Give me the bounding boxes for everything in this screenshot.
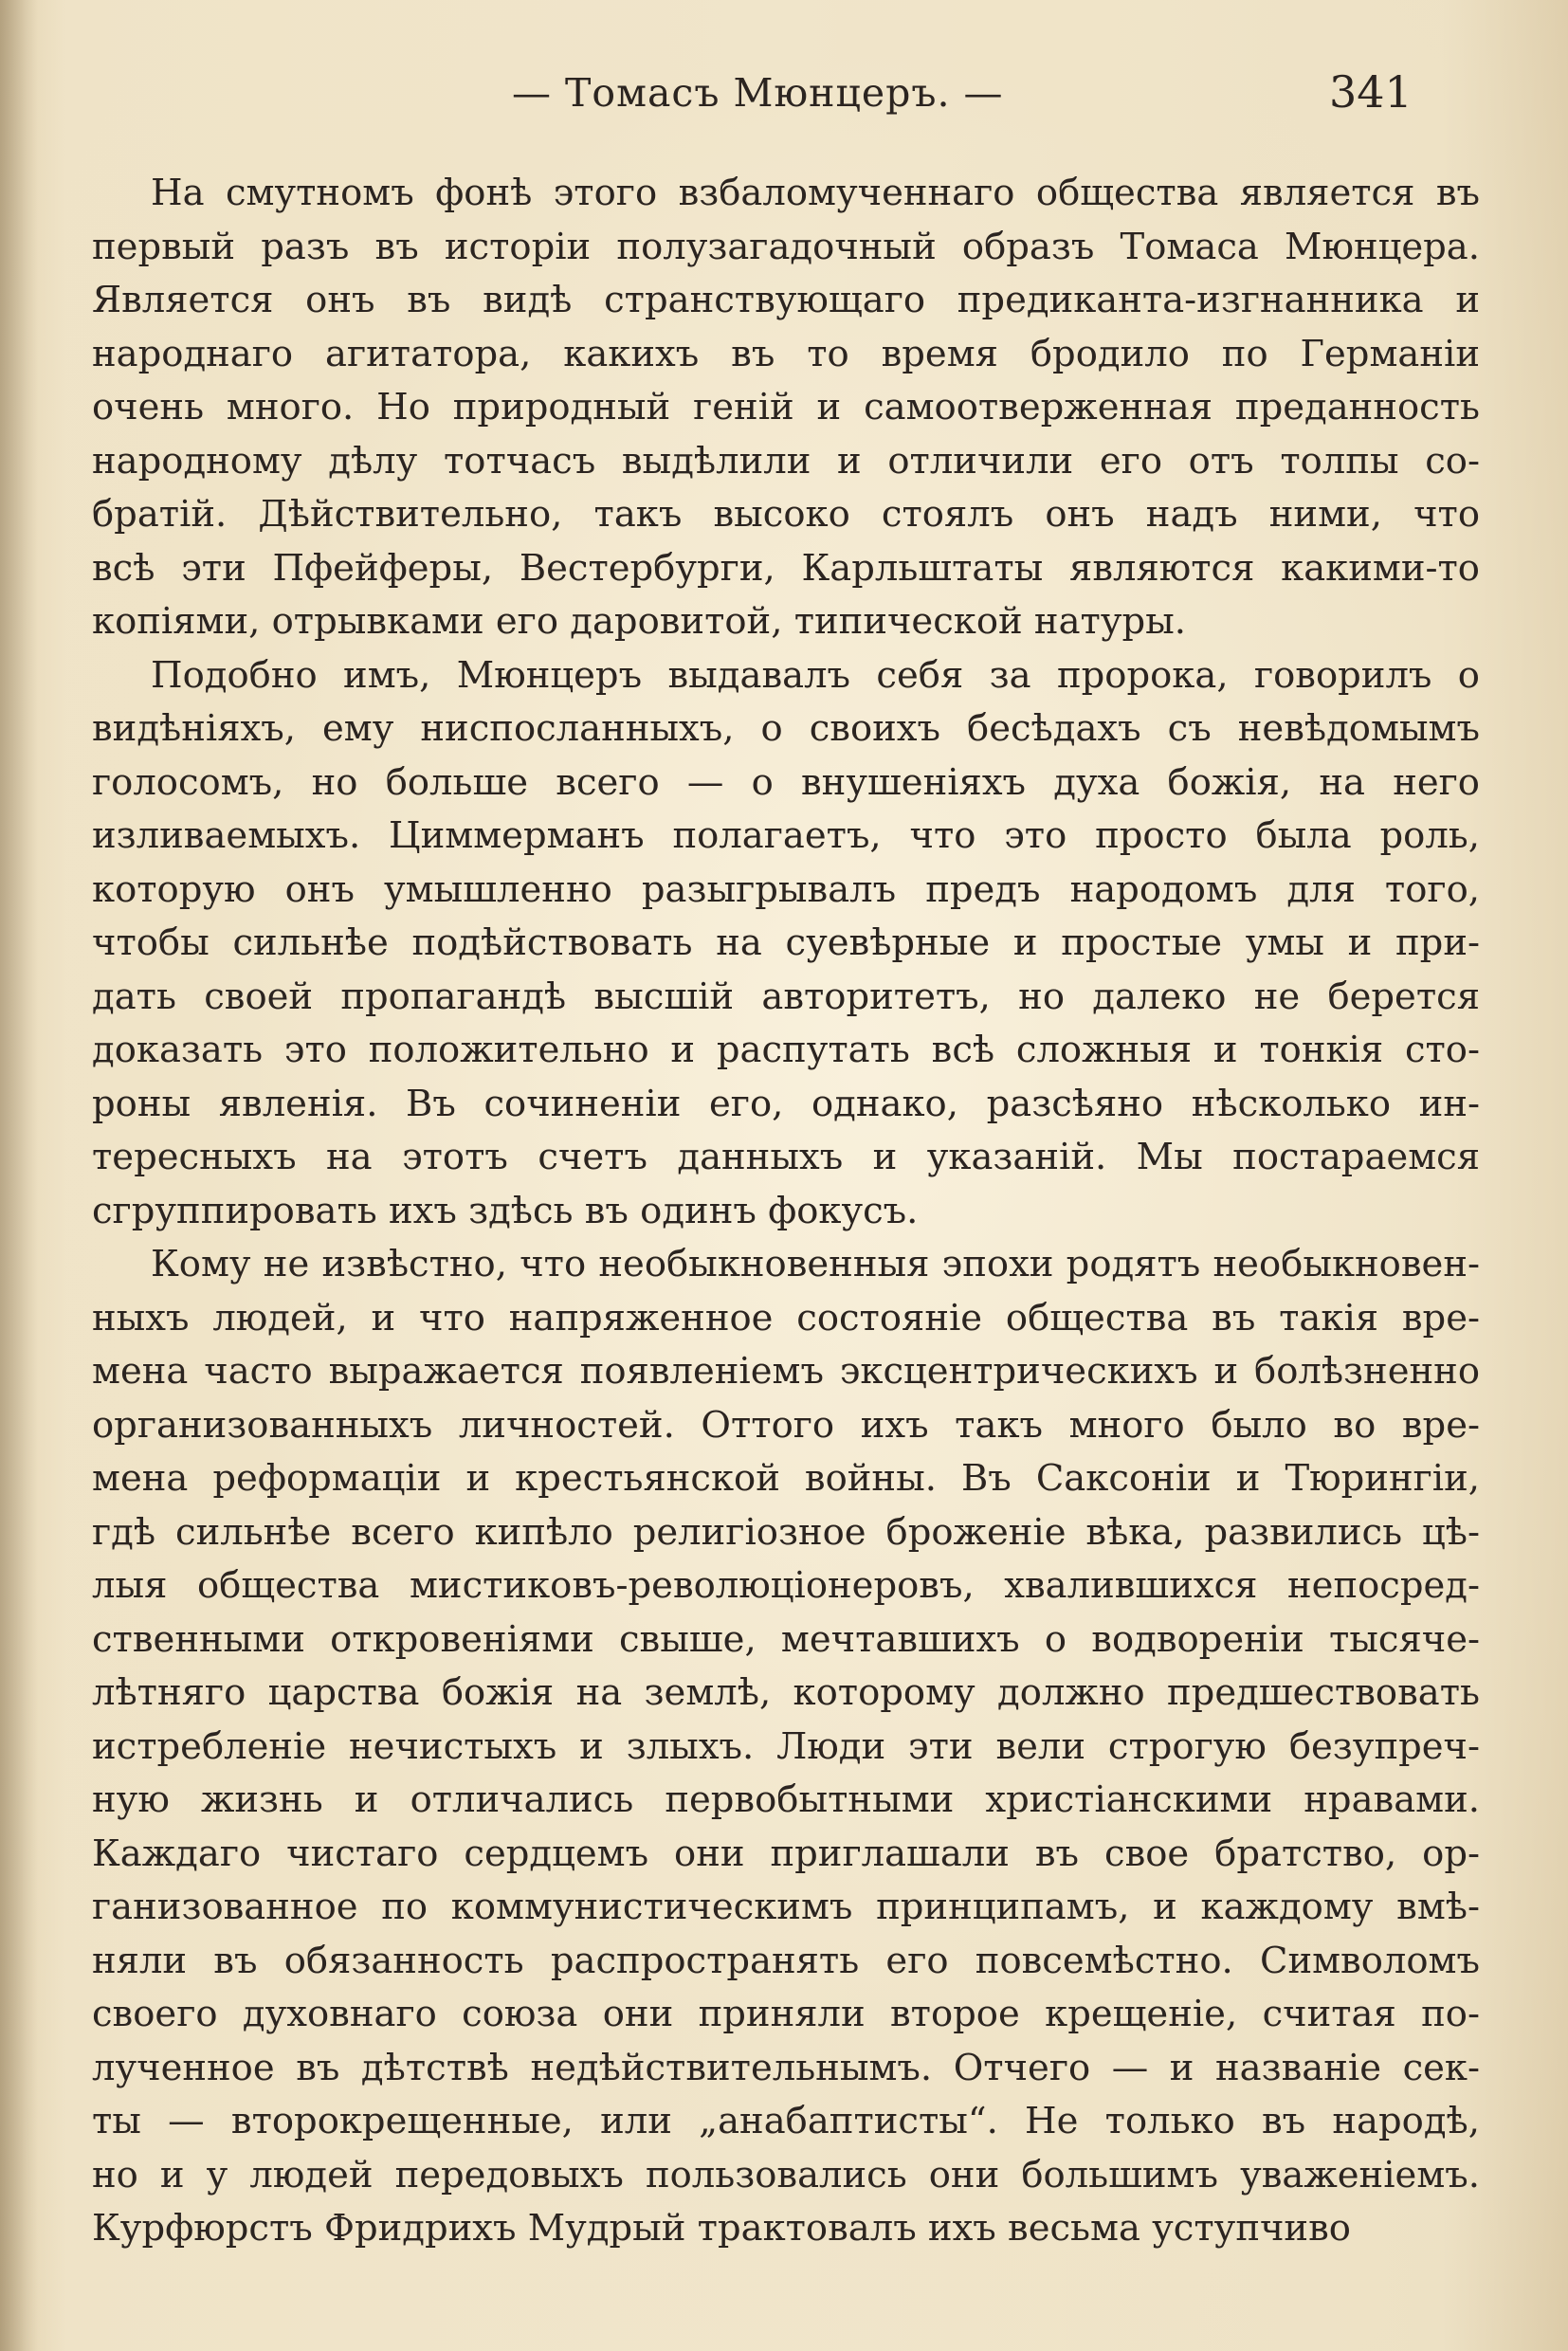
page-header (0, 63, 1568, 129)
text-line: мена часто выражается появленіемъ эксцентрическихъ и болѣзненно (92, 1350, 1480, 1393)
text-line: народнаго агитатора, какихъ въ то время бродило по Германіи (92, 332, 1480, 375)
text-line: братій. Дѣйствительно, такъ высоко стоялъ онъ надъ ними, что (92, 493, 1480, 536)
text-line: роны явленія. Въ сочиненіи его, однако, разсѣяно нѣсколько ин- (92, 1082, 1480, 1125)
text-line: видѣніяхъ, ему ниспосланныхъ, о своихъ бесѣдахъ съ невѣдомымъ (92, 707, 1480, 750)
text-line: Является онъ въ видѣ странствующаго предиканта-изгнанника и (92, 279, 1480, 321)
text-line: Кому не извѣстно, что необыкновенныя эпохи родятъ необыкновен- (151, 1243, 1480, 1285)
text-line: няли въ обязанность распространять его повсемѣстно. Символомъ (92, 1939, 1480, 1982)
text-line: тересныхъ на этотъ счетъ данныхъ и указаній. Мы постараемся (92, 1136, 1480, 1178)
running-title: — Томасъ Мюнцеръ. — (512, 70, 1004, 116)
text-line: Курфюрстъ Фридрихъ Мудрый трактовалъ ихъ весьма уступчиво (92, 2207, 1351, 2250)
text-body (92, 167, 1480, 2256)
text-line: лученное въ дѣтствѣ недѣйствительнымъ. Отчего — и названіе сек- (92, 2046, 1480, 2089)
text-line: народному дѣлу тотчасъ выдѣлили и отличили его отъ толпы со- (92, 439, 1480, 483)
text-line: ганизованное по коммунистическимъ принципамъ, и каждому вмѣ- (92, 1886, 1480, 1928)
page-number: 341 (1329, 66, 1413, 118)
text-line: чтобы сильнѣе подѣйствовать на суевѣрные и простые умы и при- (92, 921, 1480, 964)
text-line: истребленіе нечистыхъ и злыхъ. Люди эти вели строгую безупреч- (92, 1724, 1480, 1768)
text-line: очень много. Но природный геній и самоотверженная преданность (92, 386, 1480, 428)
text-line: мена реформаціи и крестьянской войны. Въ Саксоніи и Тюрингіи, (92, 1457, 1480, 1500)
text-line: которую онъ умышленно разыгрывалъ предъ народомъ для того, (92, 867, 1480, 911)
text-line: сгруппировать ихъ здѣсь въ одинъ фокусъ. (92, 1189, 919, 1232)
text-line: первый разъ въ исторіи полузагадочный образъ Томаса Мюнцера. (92, 225, 1480, 268)
text-line: ты — второкрещенные, или „анабаптисты“. Не только въ народѣ, (92, 2100, 1480, 2142)
text-line: Подобно имъ, Мюнцеръ выдавалъ себя за пророка, говорилъ о (151, 653, 1480, 697)
text-line: доказать это положительно и распутать всѣ сложныя и тонкія сто- (92, 1029, 1480, 1071)
text-line: копіями, отрывками его даровитой, типической натуры. (92, 600, 1187, 643)
paragraph (92, 1238, 1480, 2256)
text-line: голосомъ, но больше всего — о внушеніяхъ духа божія, на него (92, 760, 1480, 804)
text-line: гдѣ сильнѣе всего кипѣло религіозное броженіе вѣка, развились цѣ- (92, 1510, 1480, 1554)
paragraph (92, 167, 1480, 649)
text-line: Каждаго чистаго сердцемъ они приглашали въ свое братство, ор- (92, 1832, 1480, 1875)
text-line: лѣтняго царства божія на землѣ, которому должно предшествовать (92, 1671, 1480, 1714)
text-line: ственными откровеніями свыше, мечтавшихъ о водвореніи тысяче- (92, 1617, 1480, 1661)
text-line: всѣ эти Пфейферы, Вестербурги, Карльштаты являются какими-то (92, 546, 1480, 590)
text-line: ную жизнь и отличались первобытными христіанскими нравами. (92, 1778, 1480, 1821)
text-line: изливаемыхъ. Циммерманъ полагаетъ, что это просто была роль, (92, 814, 1480, 857)
binding-shadow (0, 0, 38, 2351)
text-line: ныхъ людей, и что напряженное состояніе общества въ такія вре- (92, 1296, 1480, 1340)
paragraph (92, 649, 1480, 1239)
text-line: своего духовнаго союза они приняли второе крещеніе, считая по- (92, 1993, 1480, 2035)
text-line: дать своей пропагандѣ высшій авторитетъ, но далеко не берется (92, 975, 1480, 1018)
text-line: лыя общества мистиковъ-революціонеровъ, хвалившихся непосред- (92, 1564, 1480, 1607)
text-line: На смутномъ фонѣ этого взбаломученнаго общества является въ (151, 172, 1480, 214)
text-line: организованныхъ личностей. Оттого ихъ такъ много было во вре- (92, 1403, 1480, 1447)
text-line: но и у людей передовыхъ пользовались они большимъ уваженіемъ. (92, 2153, 1480, 2196)
